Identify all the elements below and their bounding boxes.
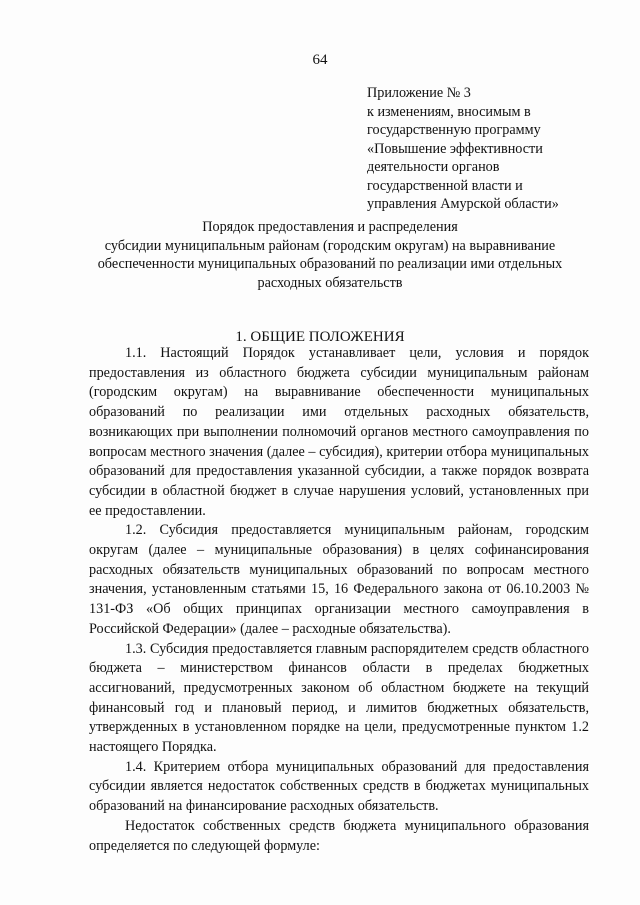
appendix-line: «Повышение эффективности xyxy=(367,140,543,157)
appendix-line: управления Амурской области» xyxy=(367,196,559,212)
appendix-block xyxy=(367,84,617,214)
paragraph-1-4: 1.4. Критерием отбора муниципальных образований для предоставления субсидии является недостаток собственных средств в бюджетах муниципальных образований на финансирование расходных обязательств. xyxy=(89,758,589,815)
appendix-line: государственной власти и xyxy=(367,177,523,194)
appendix-line: Приложение № 3 xyxy=(367,85,471,101)
appendix-line: государственную программу xyxy=(367,122,541,138)
paragraph-shortfall: Недостаток собственных средств бюджета муниципального образования определяется по следующей формуле: xyxy=(89,817,589,854)
title-line: субсидии муниципальным районам (городским округам) на выравнивание xyxy=(104,237,556,254)
paragraph-1-3: 1.3. Субсидия предоставляется главным распорядителем средств областного бюджета – министерством финансов области в пределах бюджетных ассигнований, предусмотренных законом об областном бюджете на текущий финансовый год и плановый период, и лимитов бюджетных обязательств, утвержденных в установленном порядке на цели, предусмотренные пунктом 1.2 настоящего Порядка. xyxy=(89,640,589,756)
appendix-line: к изменениям, вносимым в xyxy=(367,103,531,120)
document-title xyxy=(60,218,600,292)
paragraph-1-1: 1.1. Настоящий Порядок устанавливает цели, условия и порядок предоставления из областного бюджета субсидии муниципальным районам (городским округам) на выравнивание обеспеченности муниципальных образований по реализации ими отдельных расходных обязательств, возникающих при выполнении полномочий органов местного самоуправления по вопросам местного значения (далее – субсидия), критерии отбора муниципальных образований для предоставления указанной субсидии, а также порядок возврата субсидии в областной бюджет в случае нарушения условий, установленных при ее предоставлении. xyxy=(89,345,589,519)
section-heading: 1. ОБЩИЕ ПОЛОЖЕНИЯ xyxy=(235,329,405,345)
title-line: обеспеченности муниципальных образований по реализации ими отдельных xyxy=(97,256,563,272)
page-number: 64 xyxy=(312,52,328,68)
title-line: расходных обязательств xyxy=(257,274,403,291)
appendix-line: деятельности органов xyxy=(367,159,500,175)
section-body xyxy=(89,344,589,856)
title-line: Порядок предоставления и распределения xyxy=(202,219,458,235)
paragraph-1-2: 1.2. Субсидия предоставляется муниципальным районам, городским округам (далее – муниципальные образования) в целях софинансирования расходных обязательств муниципальных образований по вопросам местного значения, установленным статьями 15, 16 Федерального закона от 06.10.2003 № 131-ФЗ «Об общих принципах организации местного самоуправления в Российской Федерации» (далее – расходные обязательства). xyxy=(89,522,589,637)
